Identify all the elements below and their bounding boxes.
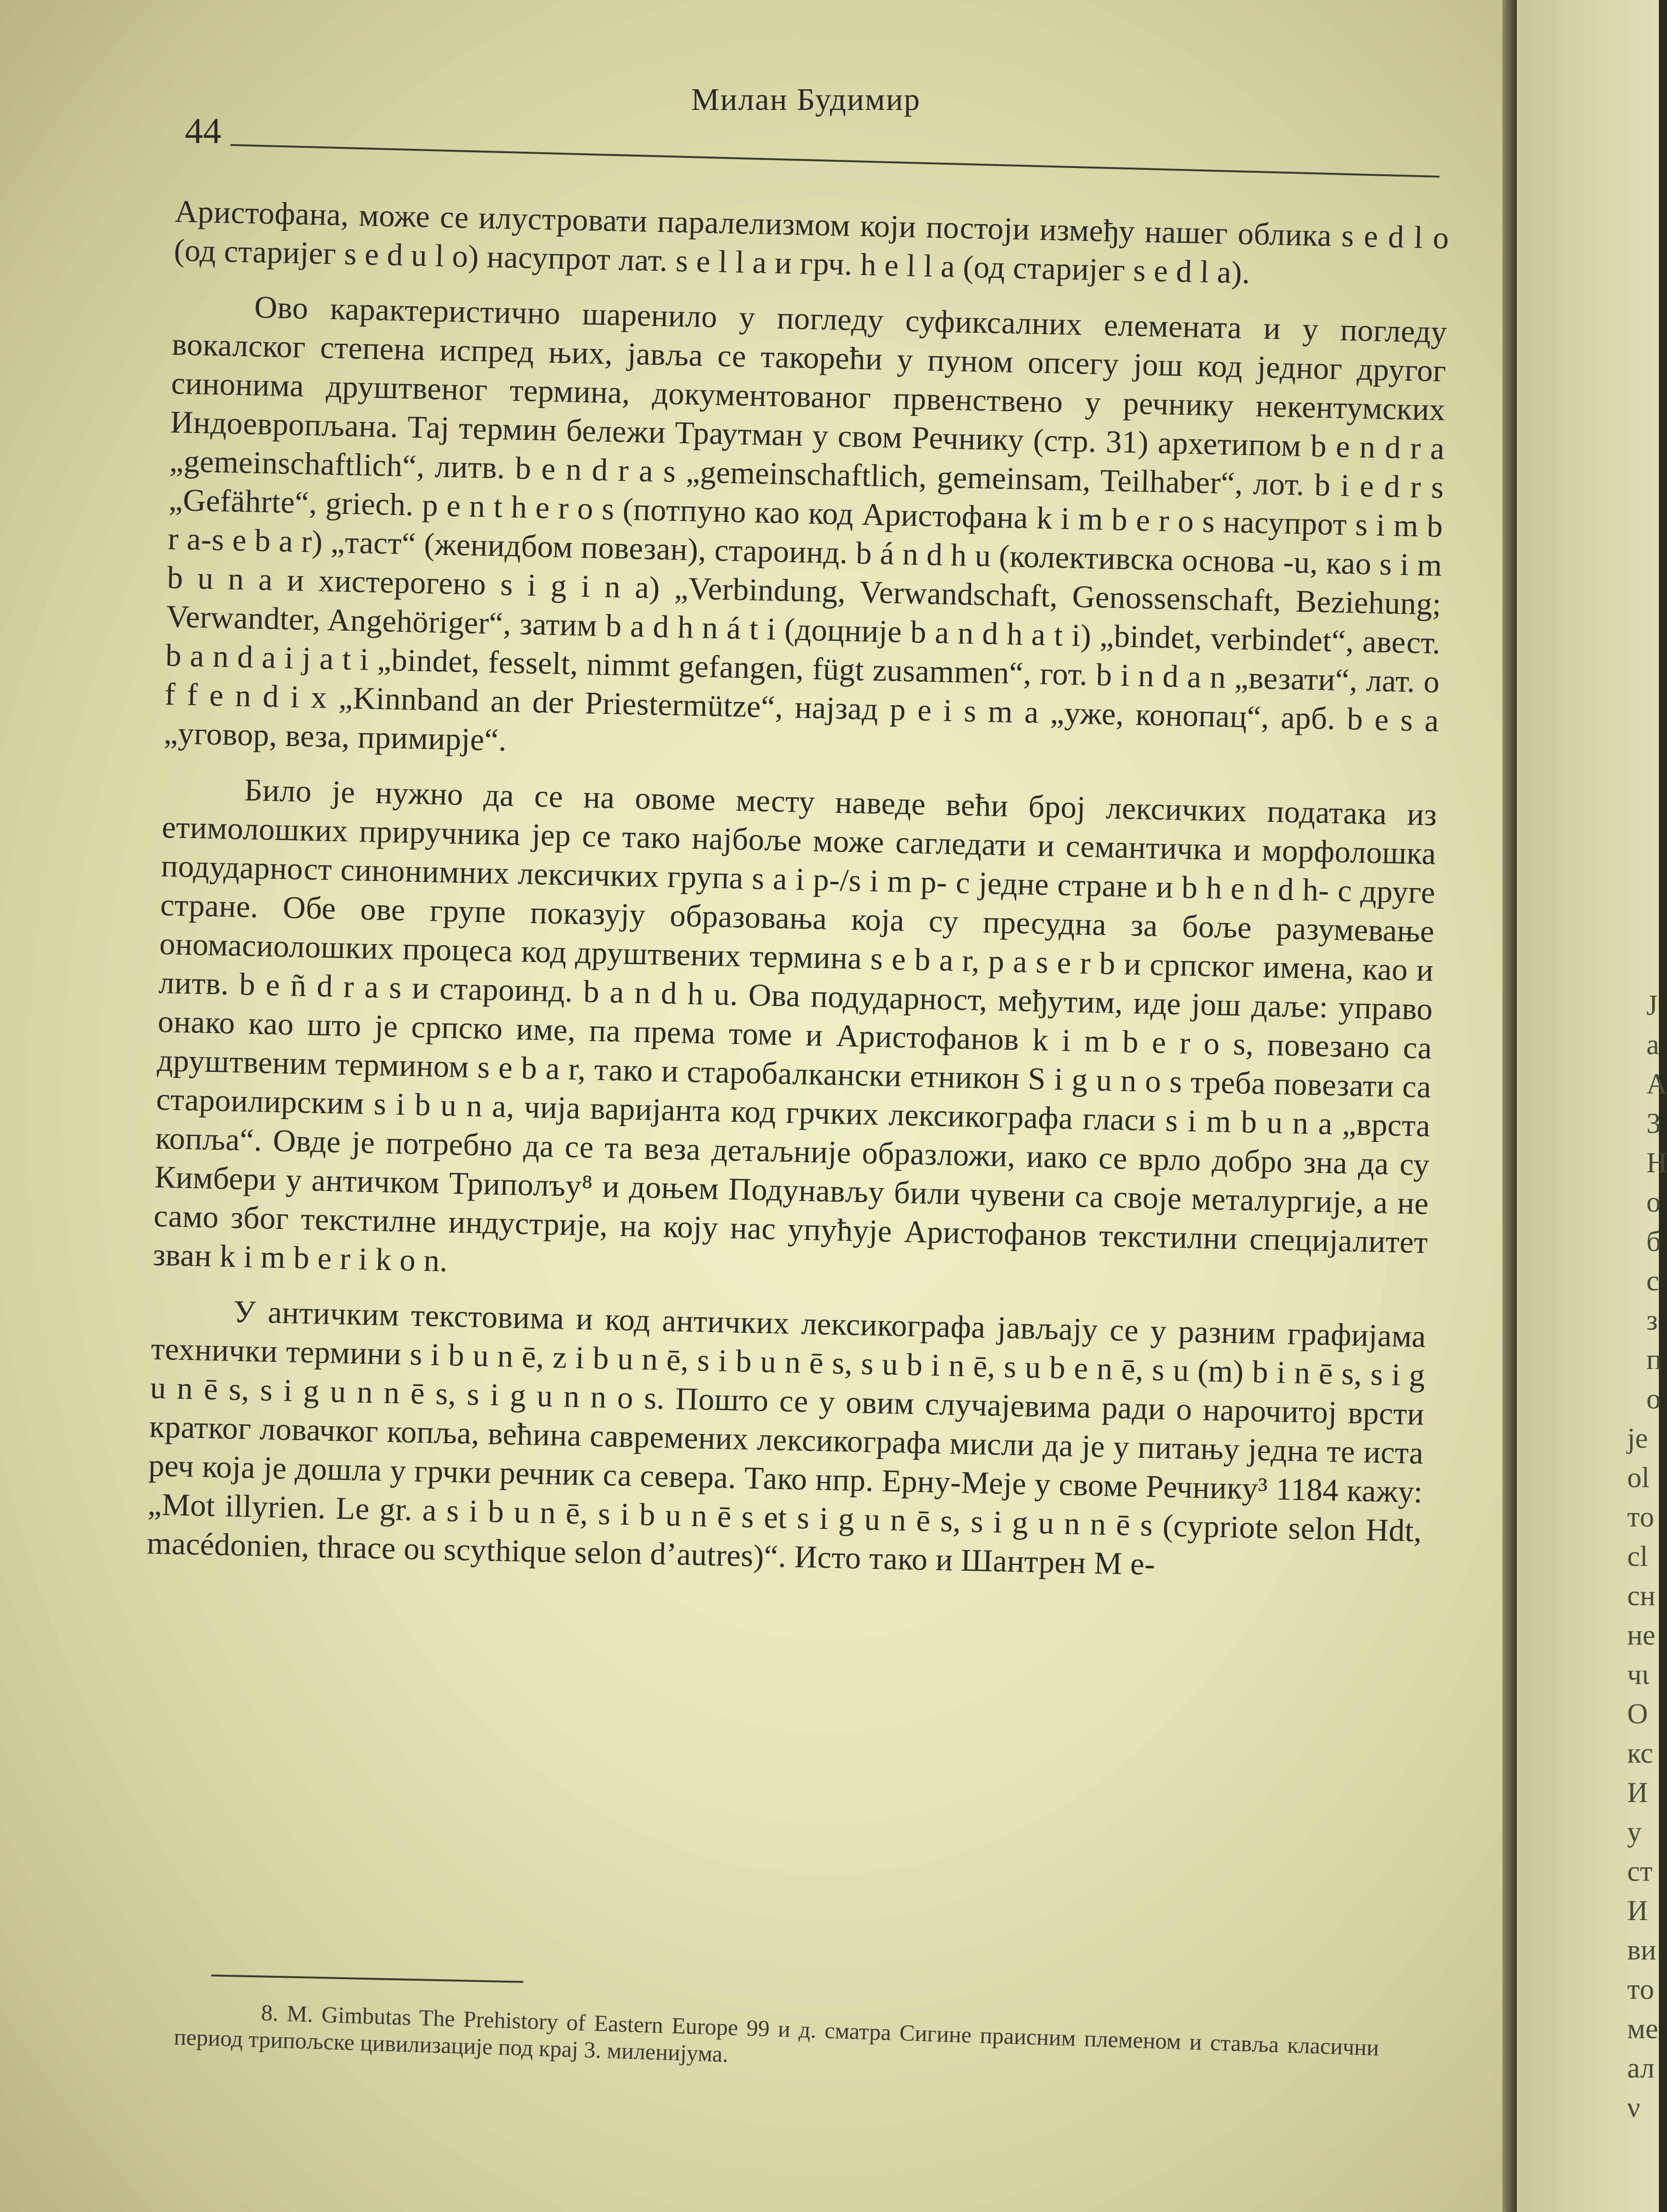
adjacent-page-fragment: c <box>1646 1265 1659 1297</box>
book-gutter <box>1502 0 1517 2212</box>
adjacent-page-fragment: сн <box>1627 1580 1655 1611</box>
footnote-8: 8. M. Gimbutas The Prehistory of Eastern Europe 99 и д. сматра Сигине праисним племеном и ставља класични период трипољске цивилизације под крај 3. миленијума. <box>173 2000 1379 2068</box>
adjacent-page-fragment: ol <box>1627 1462 1650 1493</box>
adjacent-page-fragment: кс <box>1627 1737 1654 1769</box>
adjacent-page-fragment: je <box>1627 1422 1648 1454</box>
adjacent-page-fragment: O <box>1627 1698 1648 1730</box>
paragraph-4: У античким текстовима и код античких лексикографа јављају се у разним графијама технички термини s i b u n ē, z i b u n ē, s i b u n ē s, s u b i n ē, s u b e n ē, s u (m) b i n ē s, s i g u n ē s, s i g u n n ē s, s i g u n n o s. Пошто се у овим случајевима ради о нарочитој врсти кратког ловачког копља, већина савремених лексикографа мисли да је у питању једна те иста реч која је дошла у грчки речник са севера. Тако нпр. Ерну-Меје у своме Речнику³ 1184 кажу: „Mot illyrien. Le gr. a s i b u n ē, s i b u n ē s et s i g u n ē s, s i g u n n ē s (cypriote selon Hdt, macédonien, thrace ou scythique selon d’autres)“. Исто тако и Шантрен М е- <box>146 1294 1427 1582</box>
adjacent-page-fragment: ν <box>1627 2092 1641 2123</box>
adjacent-page-fragment: a <box>1646 1029 1659 1060</box>
adjacent-page-fragment: б <box>1646 1226 1661 1257</box>
adjacent-page-fragment: o <box>1646 1186 1661 1218</box>
adjacent-page-fragment: п <box>1646 1344 1662 1375</box>
adjacent-page-fragment: J <box>1646 989 1658 1021</box>
adjacent-page-fragment: тo <box>1627 1973 1655 2005</box>
header-rule <box>230 144 1439 178</box>
adjacent-page-fragment: И <box>1627 1777 1648 1808</box>
adjacent-page-fragment: тo <box>1627 1501 1655 1533</box>
adjacent-page-fragment: A <box>1646 1068 1667 1100</box>
adjacent-page-fragment: И <box>1627 1895 1648 1926</box>
adjacent-page-fragment: не <box>1627 1619 1655 1651</box>
body-text <box>146 192 1449 1606</box>
adjacent-page-edge <box>1517 0 1667 2212</box>
adjacent-page-fragment: ви <box>1627 1934 1656 1966</box>
adjacent-page-fragment: з <box>1646 1304 1658 1336</box>
adjacent-page-fragment: ал <box>1627 2052 1655 2084</box>
running-head-author: Милан Будимир <box>691 82 921 117</box>
adjacent-page-fragment: H <box>1646 1147 1667 1178</box>
footnote-rule <box>211 1974 523 1983</box>
adjacent-page-fragment: ст <box>1627 1855 1653 1887</box>
paragraph-3: Било је нужно да се на овоме месту наведе већи број лексичких података из етимолошких приручника јер се тако најбоље може сагледати и семантичка и морфолошка подударност синонимних лексичких група s a i p-/s i m p- с једне стране и b h e n d h- с друге стране. Обе ове групе показују образовања која су пресудна за боље разумевање ономасиолошких процеса код друштвених термина s e b a r, p a s e r b и српског имена, као и литв. b e ñ d r a s и староинд. b a n d h u. Ова подударност, међутим, иде још даље: управо онако као што је српско име, па према томе и Аристофанов k i m b e r o s, повезано са друштвеним термином s e b a r, тако и старобалкански етникон S i g u n o s треба повезати са староилирским s i b u n a, чија варијанта код грчких лексикографа гласи s i m b u n a „врста копља“. Овде је потребно да се та веза детаљније образложи, иако се врло добро зна да су Кимбери у античком Триполъу⁸ и доњем Подунављу били чувени са своје металургије, а не само због текстилне индустрије, на коју нас упућује Аристофанов текстилни специјалитет зван k i m b e r i k o n. <box>152 772 1438 1279</box>
page-header <box>178 82 1445 151</box>
adjacent-page-fragment: ме <box>1627 2013 1658 2044</box>
page-number: 44 <box>185 111 221 151</box>
adjacent-page-fragment: y <box>1627 1816 1642 1848</box>
paragraph-2: Ово карактеристично шаренило у погледу суфиксалних елемената и у погледу вокалског степена испред њих, јавља се такорећи у пуном опсегу још код једног другог синонима друштвеног термина, документованог првенствено у речнику некентумских Индоевропљана. Тај термин бележи Траутман у свом Речнику (стр. 31) архетипом b e n d r a „gemeinschaftlich“, литв. b e n d r a s „gemeinschaftlich, gemeinsam, Teilhaber“, лот. b i e d r s „Gefährte“, griech. p e n t h e r o s (потпуно као код Аристофана k i m b e r o s насупрот s i m b r a-s e b a r) „таст“ (женидбом повезан), староинд. b á n d h u (колективска основа -u, као s i m b u n a и хистерогено s i g i n a) „Verbindung, Verwandschaft, Genossenschaft, Beziehung; Verwandter, Angehöriger“, затим b a d h n á t i (доцније b a n d h a t i) „bindet, verbindet“, авест. b a n d a i j a t i „bindet, fesselt, nimmt gefangen, fügt zusammen“, гот. b i n d a n „везати“, лат. o f f e n d i x „Kinnband an der Priestermütze“, најзад p e i s m a „уже, конопац“, арб. b e s a „уговор, веза, примирје“. <box>163 289 1448 758</box>
paragraph-1: Аристофана, може се илустровати паралелизмом који постоји између нашег облика s e d l o (од старијег s e d u l o) насупрот лат. s e l l a и грч. h e l l a (од старијег s e d l a). <box>173 193 1450 290</box>
adjacent-page-fragment: o <box>1646 1383 1661 1415</box>
adjacent-page-fragment: cl <box>1627 1540 1648 1572</box>
adjacent-page-fragment: чι <box>1627 1659 1650 1690</box>
adjacent-page-fragment: 3 <box>1646 1107 1661 1139</box>
